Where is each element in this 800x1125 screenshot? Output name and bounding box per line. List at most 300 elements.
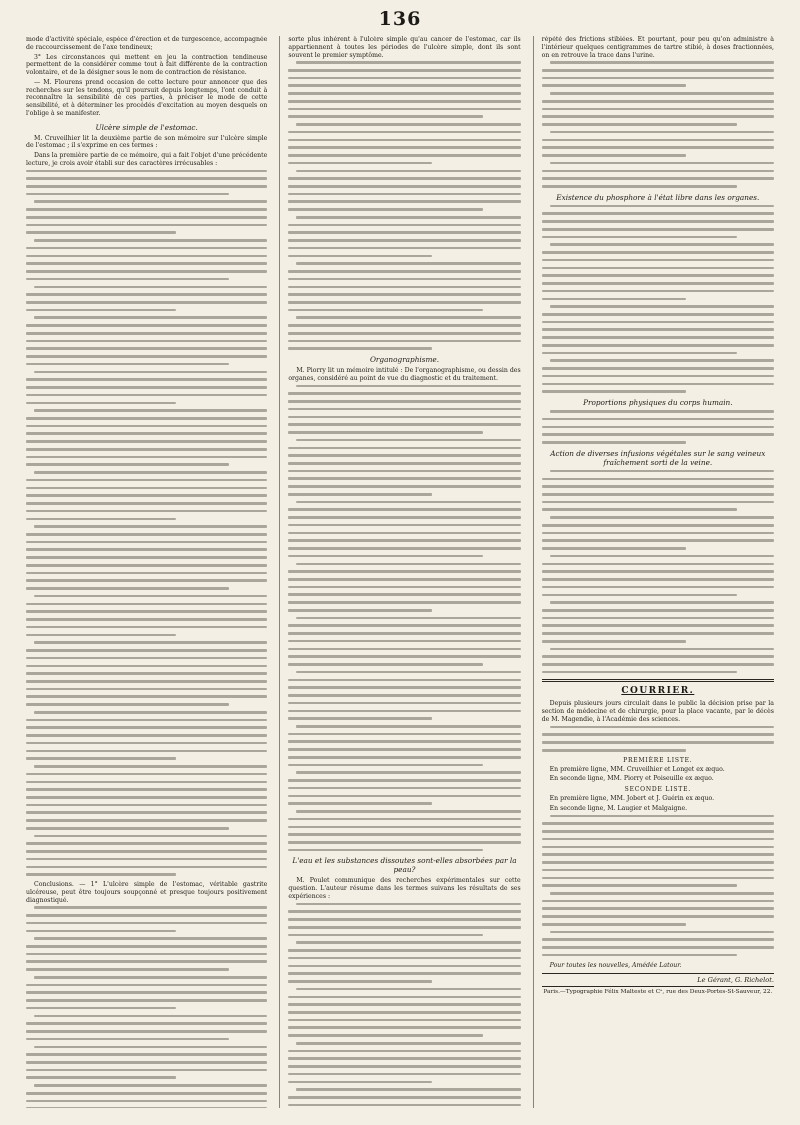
text-line: [288, 224, 520, 227]
text-line: [550, 892, 774, 895]
body-text-block: [288, 385, 520, 852]
text-line: [34, 1046, 267, 1049]
text-line: [542, 923, 686, 926]
signature-note: Pour toutes les nouvelles, Amédée Latour.: [549, 961, 682, 969]
text-line: [26, 603, 267, 606]
text-line: [542, 321, 774, 324]
text-line: [288, 841, 520, 844]
text-line: [26, 208, 267, 211]
text-line: [288, 1019, 520, 1022]
text-line: [542, 77, 774, 80]
text-line: [26, 773, 267, 776]
text-line: [542, 938, 774, 941]
text-line: [296, 1042, 520, 1045]
text-line: [542, 671, 737, 674]
text-line: [26, 386, 267, 389]
body-text-block: [26, 170, 267, 876]
text-line: [288, 493, 432, 496]
text-line: [288, 154, 520, 157]
text-line: [288, 247, 520, 250]
text-line: [26, 177, 267, 180]
text-line: [296, 671, 520, 674]
paragraph: Depuis plusieurs jours circulait dans le public la décision prise par la section de médecine et de chirurgie, pour la place vacante, par le décès de M. Magendie, à l'Académie des sciences.: [541, 700, 774, 723]
text-line: [288, 185, 520, 188]
text-line: [288, 601, 520, 604]
text-line: [26, 262, 267, 265]
paragraph: Dans la première partie de ce mémoire, qui a fait l'objet d'une précédente lecture, je crois avoir établi sur des caractères irrécusables :: [26, 152, 268, 167]
text-line: [542, 640, 686, 643]
text-line: [542, 563, 774, 566]
text-line: [26, 231, 176, 234]
text-line: [26, 657, 267, 660]
text-line: [26, 1061, 267, 1064]
paragraph: sorte plus inhérent à l'ulcère simple qu'au cancer de l'estomac, car ils appartiennent à toutes les périodes de l'ulcère simple, dont ils sont souvent le premier symptôme.: [288, 36, 521, 59]
text-line: [288, 301, 520, 304]
text-line: [26, 688, 267, 691]
text-line: [288, 208, 483, 211]
text-line: [26, 999, 267, 1002]
text-line: [542, 313, 774, 316]
body-text-block: [542, 205, 774, 393]
text-line: [288, 193, 520, 196]
text-line: [550, 131, 774, 134]
text-line: [26, 1022, 267, 1025]
text-line: [542, 154, 686, 157]
text-line: [296, 501, 520, 504]
text-line: [288, 477, 520, 480]
text-line: [26, 811, 267, 814]
text-line: [288, 100, 520, 103]
text-line: [288, 710, 520, 713]
list-heading: SECONDE LISTE.: [624, 786, 691, 794]
text-line: [26, 1069, 267, 1072]
text-line: [288, 332, 520, 335]
text-line: [296, 617, 520, 620]
text-line: [542, 900, 774, 903]
paragraph: mode d'activité spéciale, espèce d'érection et de turgescence, accompagnée de raccourcissement de l'axe tendineux;: [26, 36, 268, 51]
text-line: [542, 733, 774, 736]
text-line: [26, 363, 229, 366]
text-line: [550, 359, 774, 362]
text-line: [288, 431, 483, 434]
text-line: [542, 228, 774, 231]
text-line: [542, 123, 737, 126]
paragraph: 3° Les circonstances qui mettent en jeu la contraction tendineuse permettent de la considérer comme tout à fait différente de la contraction volontaire, et de la désigner sous le nom de contraction de résistance.: [26, 53, 268, 76]
text-line: [26, 432, 267, 435]
text-line: [542, 884, 737, 887]
text-line: [288, 779, 520, 782]
section-divider: [542, 679, 774, 680]
text-line: [34, 525, 267, 528]
column-1: [26, 36, 267, 1108]
body-text-block: [542, 815, 774, 957]
text-line: [34, 1015, 267, 1018]
text-line: [542, 586, 774, 589]
text-line: [542, 426, 774, 429]
text-line: [542, 433, 774, 436]
text-line: [26, 278, 229, 281]
paragraph: M. Cruveilhier lit la deuxième partie de son mémoire sur l'ulcère simple de l'estomac ; il s'exprime en ces termes :: [26, 134, 268, 150]
text-line: [26, 355, 267, 358]
text-line: [288, 1050, 520, 1053]
text-line: [288, 447, 520, 450]
list-item: En seconde ligne, M. Laugier et Malgaigne.: [549, 804, 688, 812]
text-line: [34, 1084, 267, 1087]
text-line: [288, 733, 520, 736]
text-line: [542, 749, 686, 752]
text-line: [550, 601, 774, 604]
text-line: [288, 1096, 520, 1099]
text-line: [26, 347, 267, 350]
text-line: [288, 740, 520, 743]
text-line: [288, 539, 520, 542]
text-line: [288, 632, 520, 635]
text-line: [288, 524, 520, 527]
text-line: [542, 578, 774, 581]
text-line: [542, 418, 774, 421]
text-line: [288, 694, 520, 697]
text-line: [26, 270, 267, 273]
text-line: [542, 236, 737, 239]
text-line: [26, 556, 267, 559]
text-line: [26, 1107, 267, 1108]
text-line: [26, 850, 267, 853]
text-line: [34, 595, 267, 598]
text-line: [542, 328, 774, 331]
text-line: [288, 324, 520, 327]
text-line: [296, 810, 520, 813]
body-text-block: [288, 903, 520, 1108]
text-line: [288, 84, 520, 87]
text-line: [26, 960, 267, 963]
section-heading: Organographisme.: [369, 355, 440, 365]
text-line: [288, 679, 520, 682]
text-line: [26, 587, 229, 590]
text-line: [26, 564, 267, 567]
text-line: [26, 456, 267, 459]
text-line: [542, 846, 774, 849]
text-line: [288, 231, 520, 234]
text-line: [542, 861, 774, 864]
text-line: [542, 274, 774, 277]
text-line: [288, 532, 520, 535]
text-line: [542, 830, 774, 833]
text-line: [288, 849, 483, 852]
text-line: [542, 390, 686, 393]
text-line: [288, 918, 520, 921]
text-line: [26, 394, 267, 397]
text-line: [288, 470, 520, 473]
text-line: [288, 965, 520, 968]
text-line: [288, 663, 483, 666]
text-line: [550, 92, 774, 95]
text-line: [542, 954, 737, 957]
text-line: [34, 765, 267, 768]
text-line: [26, 788, 267, 791]
text-line: [26, 1100, 267, 1103]
text-line: [550, 61, 774, 64]
text-line: [542, 100, 774, 103]
text-line: [288, 655, 520, 658]
text-line: [542, 741, 774, 744]
text-line: [26, 781, 267, 784]
text-line: [26, 170, 267, 173]
paragraph: M. Piorry lit un mémoire intitulé : De l'organographisme, ou dessin des organes, considéré au point de vue du diagnostic et du traitement.: [288, 367, 521, 382]
text-line: [542, 594, 737, 597]
body-text-block: [26, 906, 267, 1108]
paragraph: — M. Flourens prend occasion de cette lecture pour annoncer que des recherches sur les tendons, qu'il poursuit depuis longtemps, l'ont conduit à reconnaître la sensibilité de ces parties, à préciser le mode de cette sensibilité, et à déterminer les procédés d'excitation au moyen desquels on l'oblige à se manifester.: [26, 78, 268, 117]
text-line: [26, 1007, 176, 1010]
text-line: [26, 309, 176, 312]
text-line: [288, 826, 520, 829]
body-text-block: [542, 410, 774, 444]
text-line: [542, 383, 774, 386]
text-line: [288, 108, 520, 111]
text-line: [26, 819, 267, 822]
text-line: [288, 818, 520, 821]
text-line: [34, 937, 267, 940]
text-line: [26, 796, 267, 799]
section-heading: Ulcère simple de l'estomac.: [95, 122, 198, 132]
text-line: [288, 347, 432, 350]
text-line: [550, 555, 774, 558]
page-number: 136: [378, 8, 422, 30]
text-line: [288, 593, 520, 596]
text-line: [26, 332, 267, 335]
text-line: [288, 416, 520, 419]
text-line: [550, 243, 774, 246]
text-line: [288, 996, 520, 999]
text-line: [288, 972, 520, 975]
text-line: [542, 632, 774, 635]
text-line: [542, 838, 774, 841]
text-line: [26, 968, 229, 971]
text-line: [26, 494, 267, 497]
text-line: [288, 77, 520, 80]
list-heading: PREMIÈRE LISTE.: [623, 756, 693, 764]
text-line: [34, 316, 267, 319]
text-line: [288, 392, 520, 395]
text-line: [288, 764, 483, 767]
text-line: [542, 853, 774, 856]
text-line: [296, 771, 520, 774]
text-line: [296, 1088, 520, 1091]
text-line: [26, 579, 267, 582]
text-line: [542, 617, 774, 620]
text-line: [542, 220, 774, 223]
text-line: [550, 305, 774, 308]
text-line: [26, 757, 176, 760]
text-line: [26, 425, 267, 428]
text-line: [26, 866, 267, 869]
text-line: [26, 703, 229, 706]
text-line: [288, 648, 520, 651]
text-line: [288, 926, 520, 929]
text-line: [34, 711, 267, 714]
text-line: [288, 547, 520, 550]
text-line: [26, 1092, 267, 1095]
text-line: [26, 914, 267, 917]
text-line: [288, 1104, 520, 1107]
text-line: [288, 278, 520, 281]
text-line: [26, 945, 267, 948]
text-line: [542, 84, 686, 87]
text-line: [26, 1053, 267, 1056]
text-line: [288, 833, 520, 836]
text-line: [288, 934, 483, 937]
text-line: [288, 1073, 520, 1076]
text-line: [288, 139, 520, 142]
text-line: [288, 408, 520, 411]
text-line: [26, 1038, 229, 1041]
list-item: En première ligne, MM. Cruveilhier et Longet ex æquo.: [549, 765, 725, 773]
text-line: [288, 239, 520, 242]
section-heading: L'eau et les substances dissoutes sont-elles absorbées par la peau?: [292, 856, 517, 875]
column-2: [279, 36, 520, 1108]
text-line: [288, 309, 483, 312]
text-line: [26, 417, 267, 420]
text-line: [542, 869, 774, 872]
text-line: [288, 1065, 520, 1068]
text-line: [288, 717, 432, 720]
text-line: [288, 1011, 520, 1014]
text-line: [288, 400, 520, 403]
text-line: [26, 842, 267, 845]
section-heading: Action de diverses infusions végétales sur le sang veineux fraîchement sorti de la veine.: [550, 448, 766, 467]
text-line: [542, 367, 774, 370]
text-line: [26, 510, 267, 513]
text-line: [542, 115, 774, 118]
text-line: [34, 200, 267, 203]
manager-signature: Le Gérant, G. Richelot.: [542, 973, 774, 984]
text-line: [26, 324, 267, 327]
text-line: [26, 541, 267, 544]
body-text-block: [542, 470, 774, 674]
text-line: [542, 177, 774, 180]
text-line: [26, 185, 267, 188]
text-line: [288, 516, 520, 519]
text-line: [288, 293, 520, 296]
text-line: [542, 298, 686, 301]
text-line: [542, 907, 774, 910]
text-line: [542, 108, 774, 111]
text-line: [288, 200, 520, 203]
text-line: [542, 570, 774, 573]
text-line: [26, 827, 229, 830]
text-line: [26, 402, 176, 405]
text-line: [288, 795, 520, 798]
text-line: [34, 286, 267, 289]
text-line: [542, 877, 774, 880]
text-line: [26, 572, 267, 575]
text-line: [26, 930, 176, 933]
text-line: [26, 649, 267, 652]
text-line: [542, 532, 774, 535]
text-line: [26, 224, 267, 227]
text-line: [542, 352, 737, 355]
text-line: [26, 502, 267, 505]
text-line: [542, 655, 774, 658]
text-line: [288, 177, 520, 180]
section-divider: [542, 681, 774, 682]
text-line: [296, 988, 520, 991]
text-columns: [26, 36, 774, 1108]
text-line: [288, 485, 520, 488]
text-line: [542, 508, 737, 511]
text-line: [26, 626, 267, 629]
text-line: [34, 835, 267, 838]
text-line: [296, 262, 520, 265]
text-line: [542, 478, 774, 481]
text-line: [542, 609, 774, 612]
text-line: [288, 115, 483, 118]
text-line: [26, 804, 267, 807]
text-line: [542, 185, 737, 188]
text-line: [296, 941, 520, 944]
text-line: [34, 906, 267, 909]
text-line: [550, 648, 774, 651]
text-line: [288, 578, 520, 581]
text-line: [26, 734, 267, 737]
text-line: [26, 487, 267, 490]
text-line: [26, 440, 267, 443]
text-line: [296, 439, 520, 442]
text-line: [26, 293, 267, 296]
text-line: [542, 259, 774, 262]
text-line: [26, 672, 267, 675]
text-line: [542, 822, 774, 825]
text-line: [288, 980, 432, 983]
body-text-block: [288, 61, 520, 350]
text-line: [26, 479, 267, 482]
body-text-block: [542, 726, 774, 752]
text-line: [26, 695, 267, 698]
text-line: [26, 255, 267, 258]
text-line: [542, 146, 774, 149]
text-line: [550, 931, 774, 934]
text-line: [296, 61, 520, 64]
text-line: [288, 69, 520, 72]
text-line: [296, 563, 520, 566]
text-line: [296, 725, 520, 728]
text-line: [26, 922, 267, 925]
text-line: [288, 802, 432, 805]
text-line: [26, 719, 267, 722]
text-line: [288, 748, 520, 751]
text-line: [34, 371, 267, 374]
text-line: [542, 212, 774, 215]
text-line: [542, 170, 774, 173]
text-line: [288, 686, 520, 689]
text-line: [288, 508, 520, 511]
text-line: [26, 665, 267, 668]
text-line: [550, 410, 774, 413]
text-line: [26, 618, 267, 621]
text-line: [542, 915, 774, 918]
text-line: [542, 624, 774, 627]
text-line: [542, 251, 774, 254]
text-line: [26, 448, 267, 451]
text-line: [296, 385, 520, 388]
courrier-heading: COURRIER.: [621, 686, 695, 697]
text-line: [296, 123, 520, 126]
text-line: [288, 131, 520, 134]
text-line: [550, 470, 774, 473]
text-line: [542, 344, 774, 347]
body-text-block: [542, 61, 774, 187]
text-line: [288, 286, 520, 289]
text-line: [542, 282, 774, 285]
